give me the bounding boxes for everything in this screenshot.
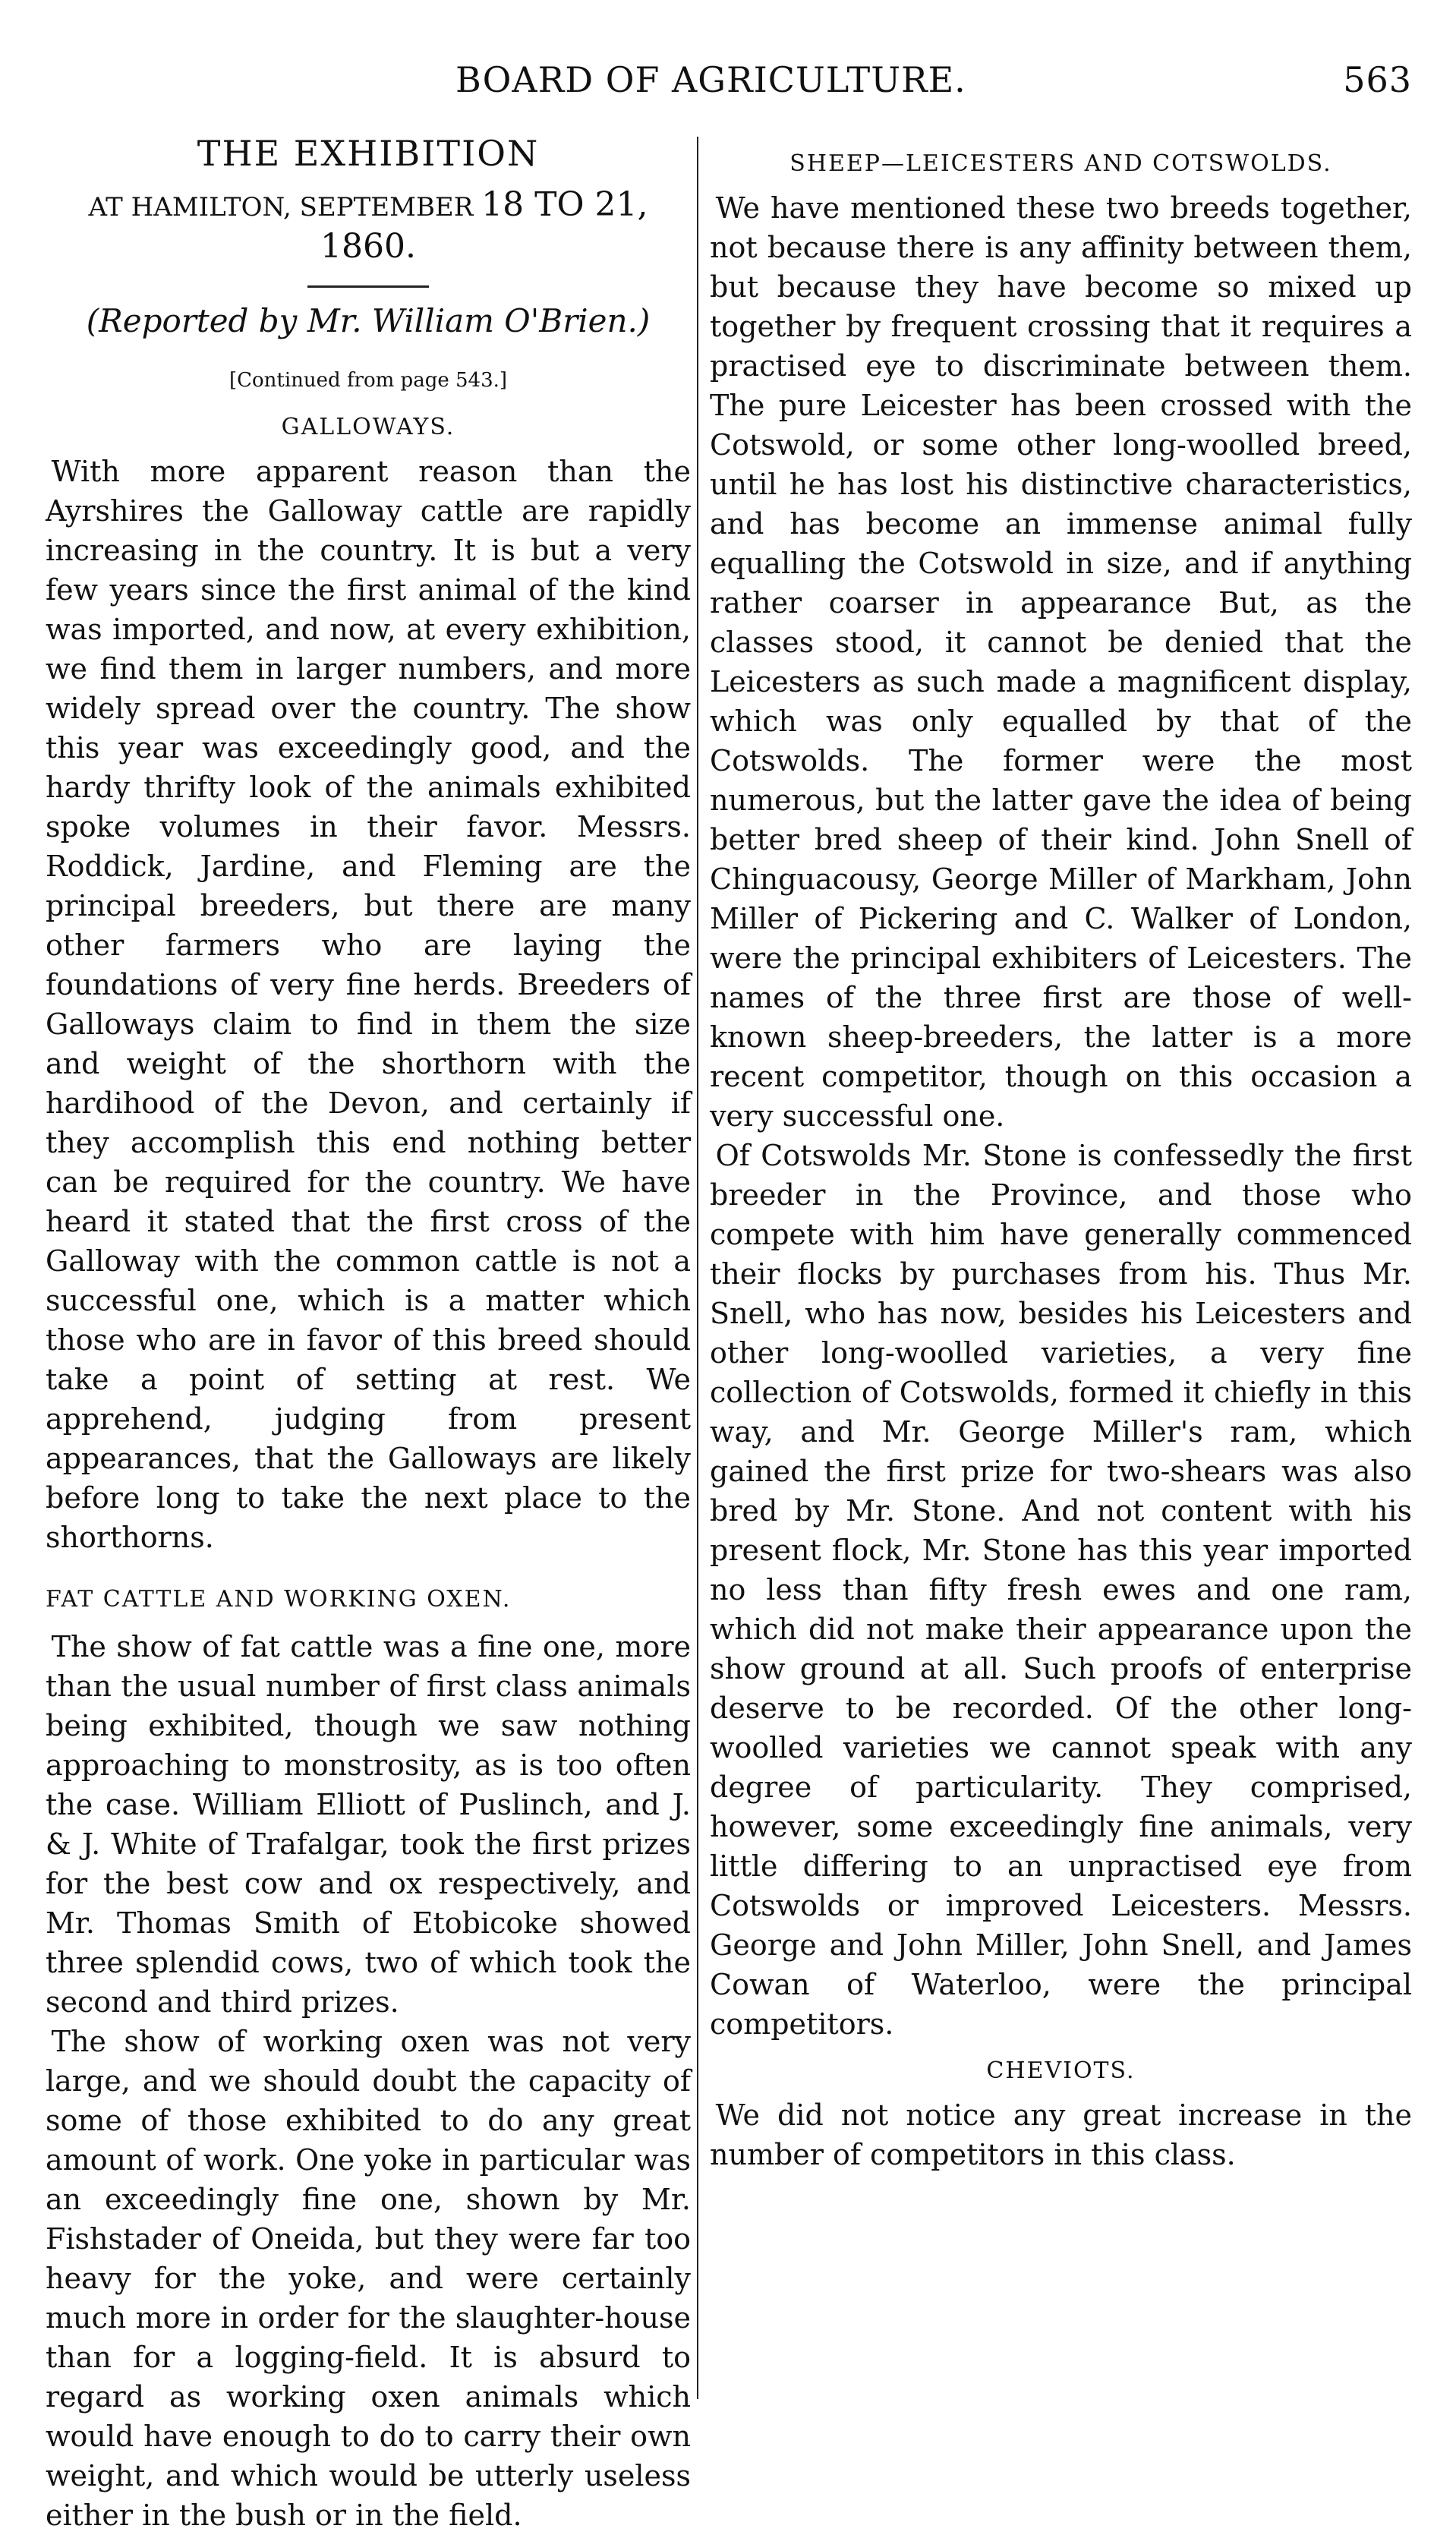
left-column (46, 129, 691, 2532)
title-rule (307, 285, 429, 288)
section-heading-fat-cattle: FAT CATTLE AND WORKING OXEN. (46, 1586, 512, 1613)
right-column (710, 129, 1412, 2482)
article-dateline (46, 185, 691, 269)
paragraph-galloways: With more apparent reason than the Ayrshires the Galloway cattle are rapidly increasing in the country. It is but a very few years since the first animal of the kind was imported, and now, at every exhibition, we find them in larger numbers, and more widely spread over the country. The show this year was exceedingly good, and the hardy thrifty look of the animals exhibited spoke volumes in their favor. Messrs. Roddick, Jardine, and Fleming are the principal breeders, but there are many other farmers who are laying the foundations of very fine herds. Breeders of Galloways claim to find in them the size and weight of the shorthorn with the hardihood of the Devon, and certainly if they accomplish this end nothing better can be required for the country. We have heard it stated that the first cross of the Galloway with the common cattle is not a successful one, which is a matter which those who are in favor of this breed should take a point of setting at rest. We apprehend, judging from present appearances, that the Galloways are likely before long to take the next place to the shorthorns. (46, 455, 691, 1554)
dateline-prefix: AT HAMILTON, SEPTEMBER (88, 192, 474, 222)
continued-note: [Continued from page 543.] (228, 369, 508, 392)
column-divider (697, 137, 698, 2399)
paragraph-working-oxen: The show of working oxen was not very large, and we should doubt the capacity of some of those exhibited to do any great amount of work. One yoke in particular was an exceedingly fine one, shown by Mr. Fishstader of Oneida, but they were far too heavy for the yoke, and were certainly much more in order for the slaughter-house than for a logging-field. It is absurd to regard as working oxen animals which would have enough to do to carry their own weight, and which would be utterly useless either in the bush or in the field. (46, 2025, 691, 2532)
section-heading-cheviots: CHEVIOTS. (986, 2057, 1136, 2084)
reporter-credit: (Reported by Mr. William O'Brien.) (86, 302, 651, 339)
article-title: THE EXHIBITION (197, 133, 540, 174)
section-heading-sheep: SHEEP—LEICESTERS AND COTSWOLDS. (789, 150, 1332, 177)
running-head-title: BOARD OF AGRICULTURE. (455, 59, 966, 100)
dateline-dates: 18 TO 21, 1860. (320, 185, 648, 266)
paragraph-fat-cattle: The show of fat cattle was a fine one, more than the usual number of first class animals being exhibited, though we saw nothing approaching to monstrosity, as is too often the case. William Elliott of Puslinch, and J. & J. White of Trafalgar, took the first prizes for the best cow and ox respectively, and Mr. Thomas Smith of Etobicoke showed three splendid cows, two of which took the second and third prizes. (46, 1630, 691, 2019)
page-number: 563 (1343, 59, 1412, 100)
paragraph-cheviots: We did not notice any great increase in the number of competitors in this class. (710, 2098, 1412, 2171)
paragraph-sheep-leicesters: We have mentioned these two breeds together, not because there is any affinity between them, but because they have become so mixed up together by frequent crossing that it requires a practised eye to discriminate between them. The pure Leicester has been crossed with the Cotswold, or some other long-woolled breed, until he has lost his distinctive characteristics, and has become an immense animal fully equalling the Cotswold in size, and if anything rather coarser in appearance But, as the classes stood, it cannot be denied that the Leicesters as such made a magnificent display, which was only equalled by that of the Cotswolds. The former were the most numerous, but the latter gave the idea of being better bred sheep of their kind. John Snell of Chinguacousy, George Miller of Markham, John Miller of Pickering and C. Walker of London, were the principal exhibiters of Leicesters. The names of the three first are those of well-known sheep-breeders, the latter is a more recent competitor, though on this occasion a very successful one. (710, 191, 1412, 1133)
section-heading-galloways: GALLOWAYS. (281, 414, 455, 440)
running-head (46, 59, 1412, 120)
paragraph-sheep-cotswolds: Of Cotswolds Mr. Stone is confessedly the first breeder in the Province, and those who compete with him have generally commenced their flocks by purchases from his. Thus Mr. Snell, who has now, besides his Leicesters and other long-woolled varieties, a very fine collection of Cotswolds, formed it chiefly in this way, and Mr. George Miller's ram, which gained the first prize for two-shears was also bred by Mr. Stone. And not content with his present flock, Mr. Stone has this year imported no less than fifty fresh ewes and one ram, which did not make their appearance upon the show ground at all. Such proofs of enterprise deserve to be recorded. Of the other long-woolled varieties we cannot speak with any degree of particularity. They comprised, however, some exceedingly fine animals, very little differing to an unpractised eye from Cotswolds or improved Leicesters. Messrs. George and John Miller, John Snell, and James Cowan of Waterloo, were the principal competitors. (710, 1139, 1412, 2041)
